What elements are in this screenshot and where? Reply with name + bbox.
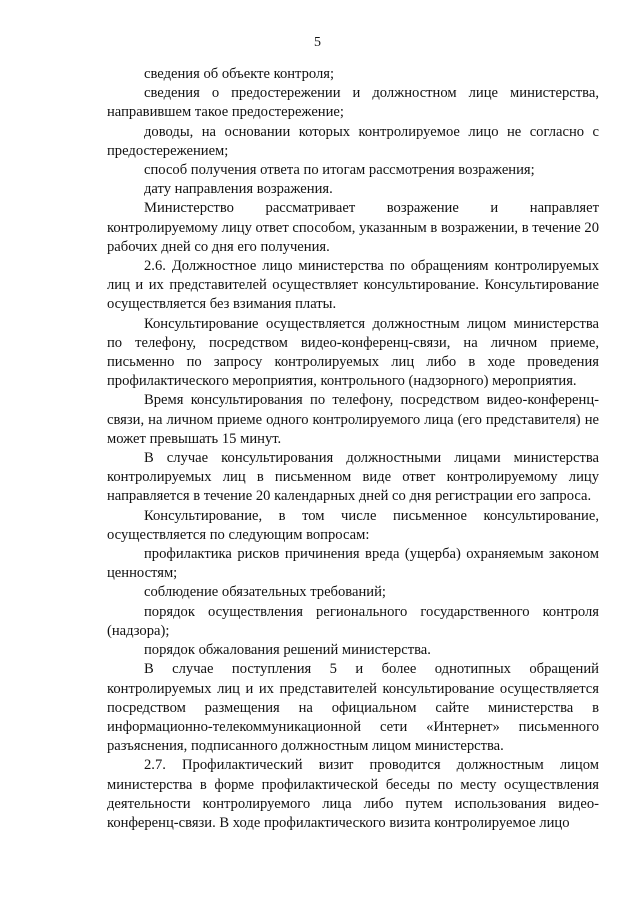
- paragraph: Время консультирования по телефону, посредством видео-конференц-связи, на личном приеме одного контролируемого лица (его представителя) не может превышать 15 минут.: [107, 392, 599, 447]
- paragraph: Консультирование осуществляется должностным лицом министерства по телефону, посредством видео-конференц-связи, на личном приеме, письменно по запросу контролируемых лиц либо в ходе проведения профилактического мероприятия, контрольного (надзорного) мероприятия.: [107, 315, 599, 390]
- paragraph: сведения о предостережении и должностном лице министерства, направившем такое предостережение;: [107, 85, 599, 121]
- paragraph: способ получения ответа по итогам рассмотрения возражения;: [144, 162, 535, 179]
- paragraph: В случае консультирования должностными лицами министерства контролируемых лиц в письменном виде ответ контролируемому лицу направляется в течение 20 календарных дней со дня регистрации его запроса.: [107, 450, 599, 505]
- paragraph: соблюдение обязательных требований;: [144, 584, 386, 601]
- paragraph: В случае поступления 5 и более однотипных обращений контролируемых лиц и их представителей консультирование осуществляется посредством размещения на официальном сайте министерства в информационно-телекоммуникационной сети «Интернет» письменного разъяснения, подписанного должностным лицом министерства.: [107, 661, 599, 755]
- paragraph: сведения об объекте контроля;: [144, 66, 335, 82]
- paragraph: порядок обжалования решений министерства.: [144, 642, 431, 659]
- page-number: 5: [314, 35, 321, 50]
- paragraph: 2.7. Профилактический визит проводится должностным лицом министерства в форме профилактической беседы по месту осуществления деятельности контролируемого лица либо путем использования видео-конференц-связи. В ходе профилактического визита контролируемое лицо: [107, 757, 599, 831]
- paragraph: Министерство рассматривает возражение и направляет контролируемому лицу ответ способом, указанным в возражении, в течение 20 рабочих дней со дня его получения.: [107, 200, 599, 255]
- paragraph: дату направления возражения.: [144, 181, 333, 198]
- paragraph: Консультирование, в том числе письменное консультирование, осуществляется по следующим вопросам:: [107, 507, 599, 543]
- paragraph: порядок осуществления регионального государственного контроля (надзора);: [107, 603, 599, 639]
- document-body: [107, 65, 599, 833]
- paragraph: профилактика рисков причинения вреда (ущерба) охраняемым законом ценностям;: [107, 546, 599, 582]
- paragraph: доводы, на основании которых контролируемое лицо не согласно с предостережением;: [107, 123, 599, 159]
- paragraph: 2.6. Должностное лицо министерства по обращениям контролируемых лиц и их представителей осуществляет консультирование. Консультирование осуществляется без взимания платы.: [107, 258, 599, 313]
